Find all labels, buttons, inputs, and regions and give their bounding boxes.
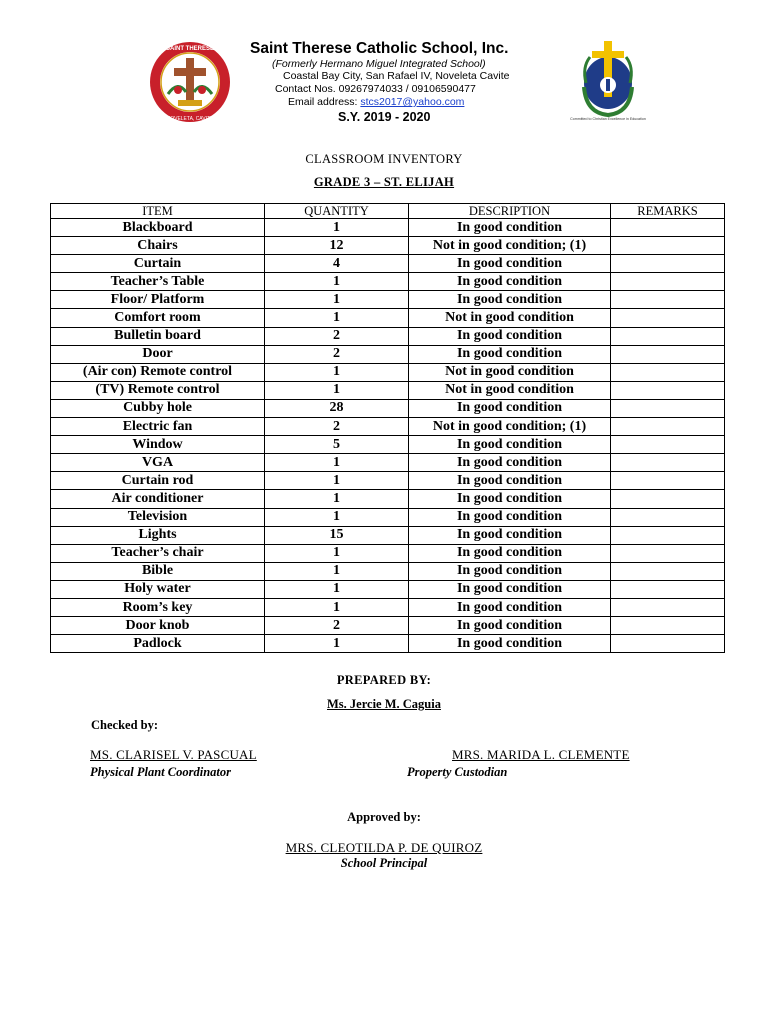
- cell-remarks: [611, 381, 725, 399]
- cell-item: Room’s key: [51, 598, 265, 616]
- school-year: S.Y. 2019 - 2020: [338, 110, 431, 124]
- approved-by-label: Approved by:: [347, 810, 421, 824]
- cell-description: In good condition: [409, 544, 611, 562]
- column-header-remarks: REMARKS: [611, 204, 725, 219]
- cell-description: In good condition: [409, 508, 611, 526]
- table-row: [51, 255, 725, 273]
- cell-remarks: [611, 418, 725, 436]
- cell-item: Bulletin board: [51, 327, 265, 345]
- cell-remarks: [611, 291, 725, 309]
- cell-description: In good condition: [409, 255, 611, 273]
- cell-item: (TV) Remote control: [51, 381, 265, 399]
- table-row: [51, 399, 725, 417]
- approver-name: MRS. CLEOTILDA P. DE QUIROZ: [285, 840, 483, 855]
- table-row: [51, 291, 725, 309]
- table-row: [51, 345, 725, 363]
- cell-quantity: 2: [265, 327, 409, 345]
- cell-item: Curtain rod: [51, 472, 265, 490]
- letterhead: [0, 0, 768, 130]
- cell-remarks: [611, 508, 725, 526]
- cell-description: In good condition: [409, 526, 611, 544]
- checked-by-label: Checked by:: [91, 718, 159, 732]
- school-address: Coastal Bay City, San Rafael IV, Noveleta Cavite: [283, 70, 510, 82]
- cell-quantity: 1: [265, 309, 409, 327]
- cell-item: Teacher’s chair: [51, 544, 265, 562]
- school-seal-icon: [148, 40, 232, 124]
- document-title: CLASSROOM INVENTORY: [305, 152, 463, 166]
- cell-quantity: 1: [265, 273, 409, 291]
- table-body: [51, 219, 725, 653]
- cell-remarks: [611, 598, 725, 616]
- cell-quantity: 2: [265, 345, 409, 363]
- cell-quantity: 1: [265, 562, 409, 580]
- cell-description: In good condition: [409, 273, 611, 291]
- table-row: [51, 454, 725, 472]
- table-row: [51, 219, 725, 237]
- cell-remarks: [611, 237, 725, 255]
- cell-description: In good condition: [409, 635, 611, 653]
- cell-remarks: [611, 544, 725, 562]
- cell-quantity: 2: [265, 418, 409, 436]
- cell-description: In good condition: [409, 617, 611, 635]
- table-row: [51, 617, 725, 635]
- cell-description: In good condition: [409, 345, 611, 363]
- cell-quantity: 1: [265, 544, 409, 562]
- table-row: [51, 363, 725, 381]
- cell-description: In good condition: [409, 436, 611, 454]
- document-subtitle: GRADE 3 – ST. ELIJAH: [313, 175, 455, 189]
- cell-description: In good condition: [409, 472, 611, 490]
- table-row: [51, 580, 725, 598]
- cell-description: In good condition: [409, 562, 611, 580]
- table-row: [51, 273, 725, 291]
- cell-remarks: [611, 490, 725, 508]
- school-name: Saint Therese Catholic School, Inc.: [250, 40, 509, 57]
- cell-remarks: [611, 562, 725, 580]
- email-label: Email address:: [288, 96, 361, 108]
- checker-b-name: MRS. MARIDA L. CLEMENTE: [452, 747, 630, 762]
- table-row: [51, 562, 725, 580]
- table-row: [51, 508, 725, 526]
- cell-remarks: [611, 472, 725, 490]
- table-row: [51, 381, 725, 399]
- cell-remarks: [611, 273, 725, 291]
- cell-quantity: 12: [265, 237, 409, 255]
- table-row: [51, 472, 725, 490]
- cell-remarks: [611, 436, 725, 454]
- cell-remarks: [611, 454, 725, 472]
- checker-a-role: Physical Plant Coordinator: [90, 765, 231, 779]
- cell-item: Floor/ Platform: [51, 291, 265, 309]
- cell-remarks: [611, 219, 725, 237]
- cell-item: Cubby hole: [51, 399, 265, 417]
- cell-item: Curtain: [51, 255, 265, 273]
- svg-text:SAINT THERESE: SAINT THERESE: [165, 46, 215, 52]
- email-line: [288, 96, 464, 108]
- cell-description: In good condition: [409, 580, 611, 598]
- cell-item: Teacher’s Table: [51, 273, 265, 291]
- cell-description: In good condition: [409, 399, 611, 417]
- cell-item: (Air con) Remote control: [51, 363, 265, 381]
- table-row: [51, 635, 725, 653]
- cell-quantity: 28: [265, 399, 409, 417]
- cell-item: Television: [51, 508, 265, 526]
- cell-description: In good condition: [409, 291, 611, 309]
- cell-item: VGA: [51, 454, 265, 472]
- cell-quantity: 1: [265, 472, 409, 490]
- inventory-table: [50, 203, 725, 653]
- preparer-name: Ms. Jercie M. Caguia: [327, 697, 441, 711]
- table-row: [51, 526, 725, 544]
- table-row: [51, 309, 725, 327]
- cell-quantity: 1: [265, 454, 409, 472]
- email-link[interactable]: stcs2017@yahoo.com: [360, 96, 465, 108]
- cell-remarks: [611, 617, 725, 635]
- former-name: (Formerly Hermano Miguel Integrated School): [272, 58, 486, 70]
- cell-description: Not in good condition; (1): [409, 418, 611, 436]
- cell-quantity: 1: [265, 219, 409, 237]
- table-row: [51, 598, 725, 616]
- cell-description: In good condition: [409, 219, 611, 237]
- cell-remarks: [611, 635, 725, 653]
- cell-quantity: 1: [265, 291, 409, 309]
- cell-item: Holy water: [51, 580, 265, 598]
- cell-description: In good condition: [409, 598, 611, 616]
- cell-item: Air conditioner: [51, 490, 265, 508]
- cell-item: Bible: [51, 562, 265, 580]
- cell-description: Not in good condition: [409, 381, 611, 399]
- cell-remarks: [611, 255, 725, 273]
- cell-item: Window: [51, 436, 265, 454]
- cell-remarks: [611, 580, 725, 598]
- cell-item: Chairs: [51, 237, 265, 255]
- table-header-row: [51, 204, 725, 219]
- cell-quantity: 1: [265, 381, 409, 399]
- cell-quantity: 1: [265, 508, 409, 526]
- approver-role: School Principal: [340, 856, 428, 870]
- cell-remarks: [611, 309, 725, 327]
- cell-item: Electric fan: [51, 418, 265, 436]
- checker-a-name: MS. CLARISEL V. PASCUAL: [90, 747, 257, 762]
- cell-item: Lights: [51, 526, 265, 544]
- cell-quantity: 4: [265, 255, 409, 273]
- table-row: [51, 327, 725, 345]
- table-row: [51, 418, 725, 436]
- cell-item: Blackboard: [51, 219, 265, 237]
- cell-item: Padlock: [51, 635, 265, 653]
- svg-text:NOVELETA, CAVITE: NOVELETA, CAVITE: [166, 116, 214, 122]
- table-row: [51, 436, 725, 454]
- column-header-item: ITEM: [51, 204, 265, 219]
- cell-quantity: 1: [265, 635, 409, 653]
- cell-quantity: 15: [265, 526, 409, 544]
- cell-quantity: 1: [265, 580, 409, 598]
- cell-item: Door knob: [51, 617, 265, 635]
- cell-quantity: 1: [265, 598, 409, 616]
- svg-text:Committed to Christian Excelle: Committed to Christian Excellence in Education: [570, 117, 646, 121]
- cell-description: In good condition: [409, 490, 611, 508]
- column-header-quantity: QUANTITY: [265, 204, 409, 219]
- cell-remarks: [611, 399, 725, 417]
- table-row: [51, 544, 725, 562]
- column-header-description: DESCRIPTION: [409, 204, 611, 219]
- table-row: [51, 237, 725, 255]
- cell-remarks: [611, 327, 725, 345]
- cell-item: Comfort room: [51, 309, 265, 327]
- cell-description: Not in good condition: [409, 363, 611, 381]
- cell-description: In good condition: [409, 454, 611, 472]
- cell-description: In good condition: [409, 327, 611, 345]
- checker-b-role: Property Custodian: [407, 765, 508, 779]
- cell-remarks: [611, 526, 725, 544]
- cross-emblem-icon: [566, 37, 650, 121]
- cell-quantity: 2: [265, 617, 409, 635]
- cell-remarks: [611, 363, 725, 381]
- cell-remarks: [611, 345, 725, 363]
- prepared-by-label: PREPARED BY:: [336, 673, 432, 687]
- cell-description: Not in good condition; (1): [409, 237, 611, 255]
- table-row: [51, 490, 725, 508]
- cell-description: Not in good condition: [409, 309, 611, 327]
- cell-quantity: 1: [265, 363, 409, 381]
- cell-quantity: 5: [265, 436, 409, 454]
- cell-quantity: 1: [265, 490, 409, 508]
- contact-numbers: Contact Nos. 09267974033 / 09106590477: [275, 83, 476, 95]
- cell-item: Door: [51, 345, 265, 363]
